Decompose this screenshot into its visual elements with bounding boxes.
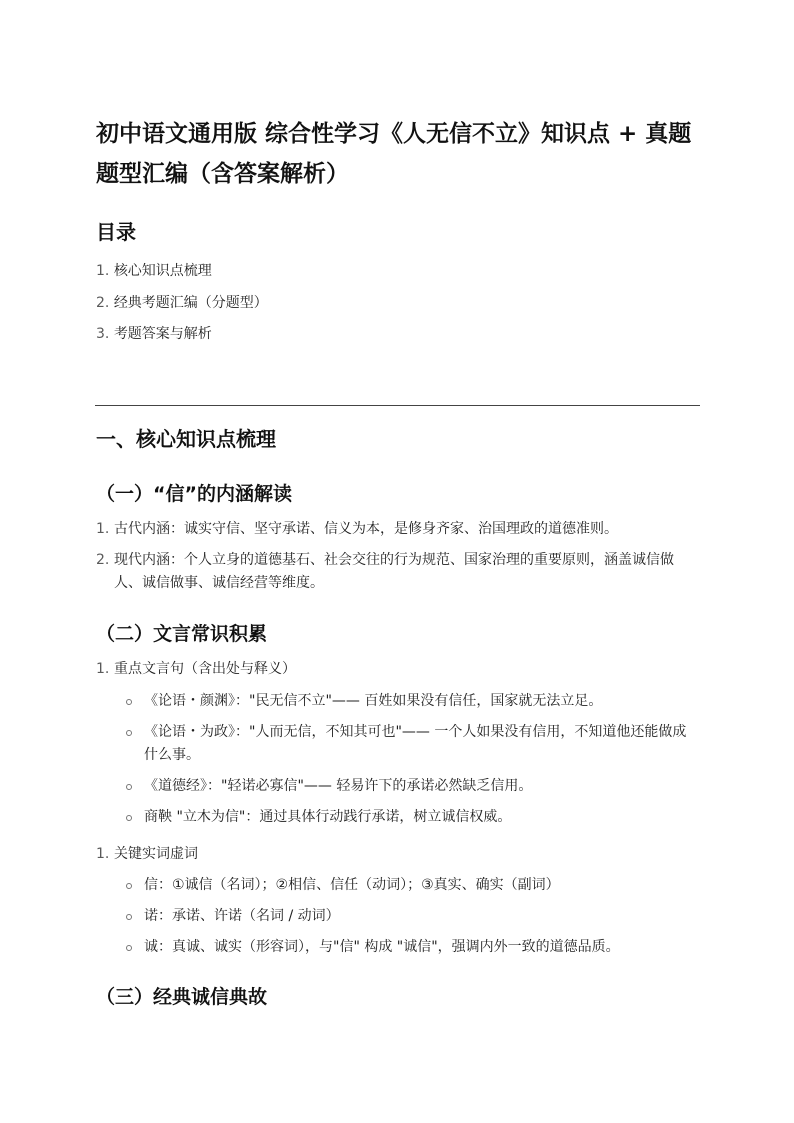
list-item-text: 现代内涵：个人立身的道德基石、社会交往的行为规范、国家治理的重要原则，涵盖诚信做人、诚信做事、诚信经营等维度。 (114, 552, 674, 591)
list-item (120, 721, 695, 767)
toc-item[interactable] (96, 290, 268, 322)
toc-item-number: 3. (96, 326, 110, 342)
section-heading: 一、核心知识点梳理 (96, 427, 276, 451)
bullet-icon (126, 699, 132, 705)
list-item (120, 936, 695, 959)
list-item (96, 843, 696, 866)
list-item-text: 关键实词虚词 (114, 846, 198, 862)
toc-list (96, 258, 268, 353)
list-item (96, 549, 696, 595)
list-item-number: 2. (96, 552, 110, 568)
list-item (120, 806, 695, 829)
list-item-text: 古代内涵：诚实守信、坚守承诺、信义为本，是修身齐家、治国理政的道德准则。 (114, 521, 618, 537)
toc-item-label: 核心知识点梳理 (113, 263, 212, 279)
list-item (120, 905, 695, 928)
toc-item[interactable] (96, 258, 268, 290)
bullet-icon (126, 883, 132, 889)
list-item-text: 诚：真诚、诚实（形容词），与"信" 构成 "诚信"，强调内外一致的道德品质。 (144, 939, 620, 955)
list-item-text: 诺：承诺、许诺（名词 / 动词） (144, 908, 340, 924)
list-item-number: 1. (96, 846, 110, 862)
toc-heading: 目录 (96, 220, 136, 244)
knowledge-group (96, 658, 696, 681)
quote-list (120, 690, 695, 829)
subsection-heading: （一）“信”的内涵解读 (96, 483, 292, 505)
list-item-number: 1. (96, 661, 110, 677)
knowledge-group (96, 843, 696, 866)
bullet-icon (126, 730, 132, 736)
subsection-heading: （二）文言常识积累 (96, 623, 268, 645)
section-divider (95, 405, 700, 406)
list-item-number: 1. (96, 521, 110, 537)
list-item (120, 874, 695, 897)
list-item-text: 《论语・颜渊》："民无信不立"—— 百姓如果没有信任，国家就无法立足。 (144, 693, 603, 709)
bullet-icon (126, 815, 132, 821)
toc-item[interactable] (96, 321, 268, 353)
toc-item-label: 经典考题汇编（分题型） (113, 294, 268, 311)
meaning-list (96, 518, 696, 595)
list-item (96, 658, 696, 681)
toc-item-number: 2. (96, 294, 110, 311)
toc-item-number: 1. (96, 263, 110, 279)
toc-item-label: 考题答案与解析 (113, 326, 212, 342)
word-list (120, 874, 695, 959)
list-item (120, 775, 695, 798)
document-title: 初中语文通用版 综合性学习《人无信不立》知识点 + 真题题型汇编（含答案解析） (96, 121, 692, 187)
bullet-icon (126, 914, 132, 920)
list-item (96, 518, 696, 541)
bullet-icon (126, 945, 132, 951)
subsection-heading: （三）经典诚信典故 (96, 986, 268, 1008)
list-item (120, 690, 695, 713)
list-item-text: 《论语・为政》："人而无信，不知其可也"—— 一个人如果没有信用，不知道他还能做成什么事。 (144, 724, 687, 763)
bullet-icon (126, 784, 132, 790)
list-item-text: 信：①诚信（名词）；②相信、信任（动词）；③真实、确实（副词） (144, 877, 560, 893)
list-item-text: 《道德经》："轻诺必寡信"—— 轻易许下的承诺必然缺乏信用。 (144, 778, 533, 794)
list-item-text: 商鞅 "立木为信"：通过具体行动践行承诺，树立诚信权威。 (144, 809, 512, 825)
list-item-text: 重点文言句（含出处与释义） (114, 661, 296, 677)
